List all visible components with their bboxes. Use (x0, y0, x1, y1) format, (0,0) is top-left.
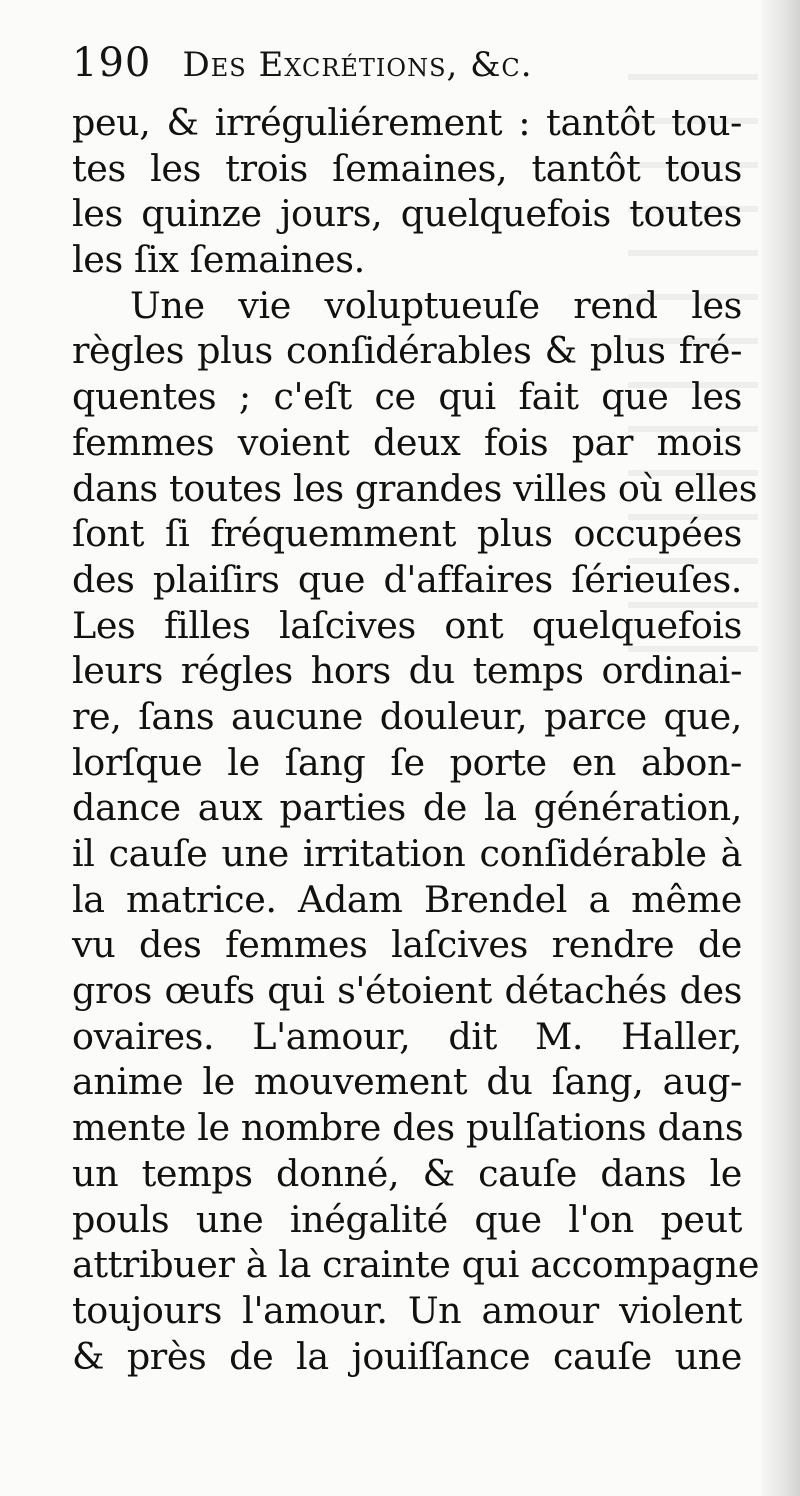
text-line: des plaiſirs que d'affaires ſérieuſes. (72, 557, 742, 601)
text-line: quentes ; c'eſt ce qui fait que les (72, 375, 742, 419)
text-line: Les filles laſcives ont quelquefois (72, 603, 742, 647)
text-line: les ſix ſemaines. (72, 238, 365, 282)
text-line: tes les trois ſemaines, tantôt tous (72, 146, 742, 190)
body-text (72, 100, 760, 1379)
text-line: re, ſans aucune douleur, parce que, (72, 694, 742, 738)
text-line: mente le nombre des pulſations dans (72, 1106, 744, 1150)
page-number: 190 (72, 40, 152, 86)
text-line: la matrice. Adam Brendel a même (72, 877, 742, 921)
text-line: toujours l'amour. Un amour violent (72, 1288, 742, 1332)
text-line: pouls une inégalité que l'on peut (72, 1197, 742, 1241)
text-line: attribuer à la crainte qui accompagne (72, 1243, 760, 1287)
text-line: ovaires. L'amour, dit M. Haller, (72, 1014, 742, 1058)
text-line: Une vie voluptueuſe rend les (130, 283, 742, 327)
text-line: femmes voient deux fois par mois (72, 420, 742, 464)
text-line: ſont ſi fréquemment plus occupées (72, 512, 742, 556)
running-title: Des Excrétions, &c. (182, 45, 533, 85)
text-line: dans toutes les grandes villes où elles (72, 466, 758, 510)
text-line: anime le mouvement du ſang, aug- (72, 1060, 742, 1104)
text-line: il cauſe une irritation conſidérable à (72, 832, 742, 875)
text-line: & près de la jouiſſance cauſe une (72, 1334, 742, 1378)
text-line: les quinze jours, quelquefois toutes (72, 192, 742, 236)
text-line: peu, & irréguliérement : tantôt tou- (72, 101, 742, 144)
text-line: leurs régles hors du temps ordinai- (72, 649, 742, 693)
text-line: un temps donné, & cauſe dans le (72, 1151, 742, 1195)
text-line: règles plus conſidérables & plus fré- (72, 329, 742, 373)
text-line: gros œufs qui s'étoient détachés des (72, 969, 742, 1013)
text-line: lorſque le ſang ſe porte en abon- (72, 740, 742, 784)
page-gutter-shadow (762, 0, 800, 1496)
running-head (72, 40, 712, 94)
text-line: vu des femmes laſcives rendre de (72, 923, 742, 967)
text-line: dance aux parties de la génération, (72, 786, 742, 830)
